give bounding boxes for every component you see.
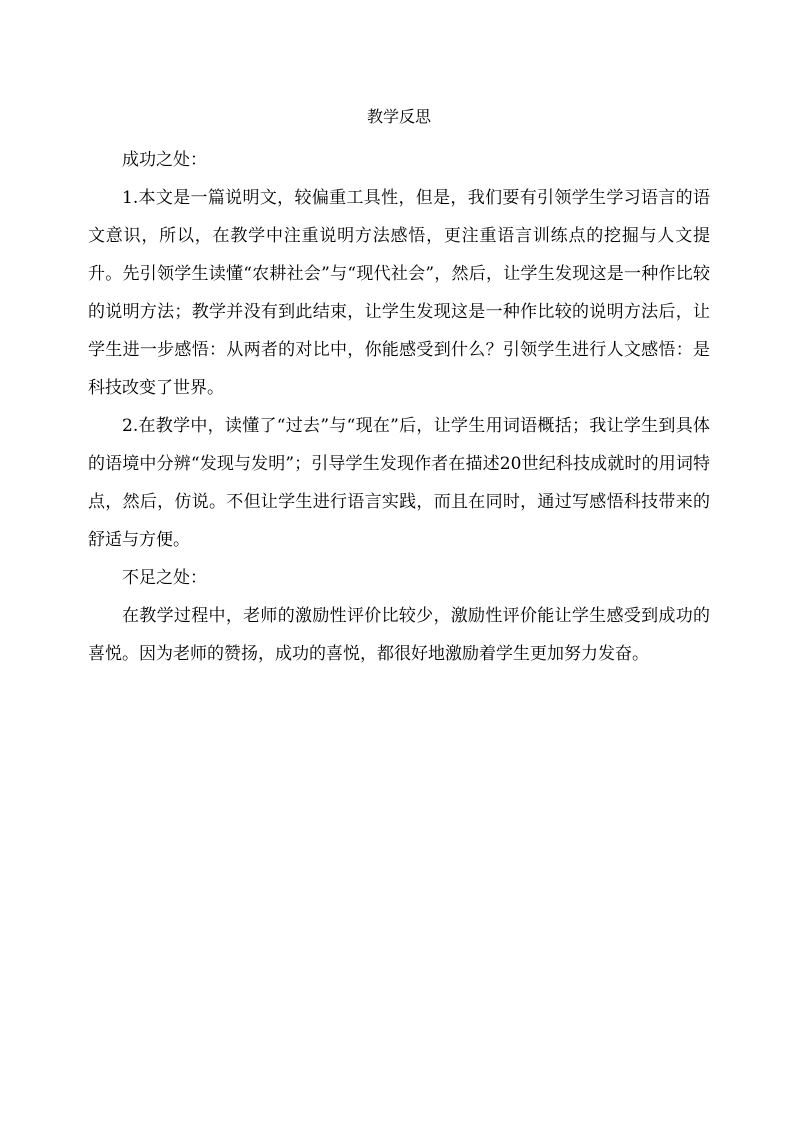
success-paragraph-2: 2.在教学中，读懂了“过去”与“现在”后，让学生用词语概括；我让学生到具体的语境中分辨“发现与发明”；引导学生发现作者在描述20世纪科技成就时的用词特点，然后，仿说。不但让学生进行语言实践，而且在同时，通过写感悟科技带来的舒适与方便。	[88, 416, 710, 550]
shortcoming-heading: 不足之处：	[122, 568, 207, 588]
document-title: 教学反思	[366, 107, 431, 126]
document-body	[88, 103, 710, 673]
success-paragraph-1: 1.本文是一篇说明文，较偏重工具性，但是，我们要有引领学生学习语言的语文意识，所以，在教学中注重说明方法感悟，更注重语言训练点的挖掘与人文提升。先引领学生读懂“农耕社会”与“现代社会”，然后，让学生发现这是一种作比较的说明方法；教学并没有到此结束，让学生发现这是一种作比较的说明方法后，让学生进一步感悟：从两者的对比中，你能感受到什么？引领学生进行人文感悟：是科技改变了世界。	[88, 188, 710, 398]
shortcoming-paragraph: 在教学过程中，老师的激励性评价比较少，激励性评价能让学生感受到成功的喜悦。因为老师的赞扬，成功的喜悦，都很好地激励着学生更加努力发奋。	[88, 606, 710, 664]
success-heading: 成功之处：	[122, 150, 207, 170]
